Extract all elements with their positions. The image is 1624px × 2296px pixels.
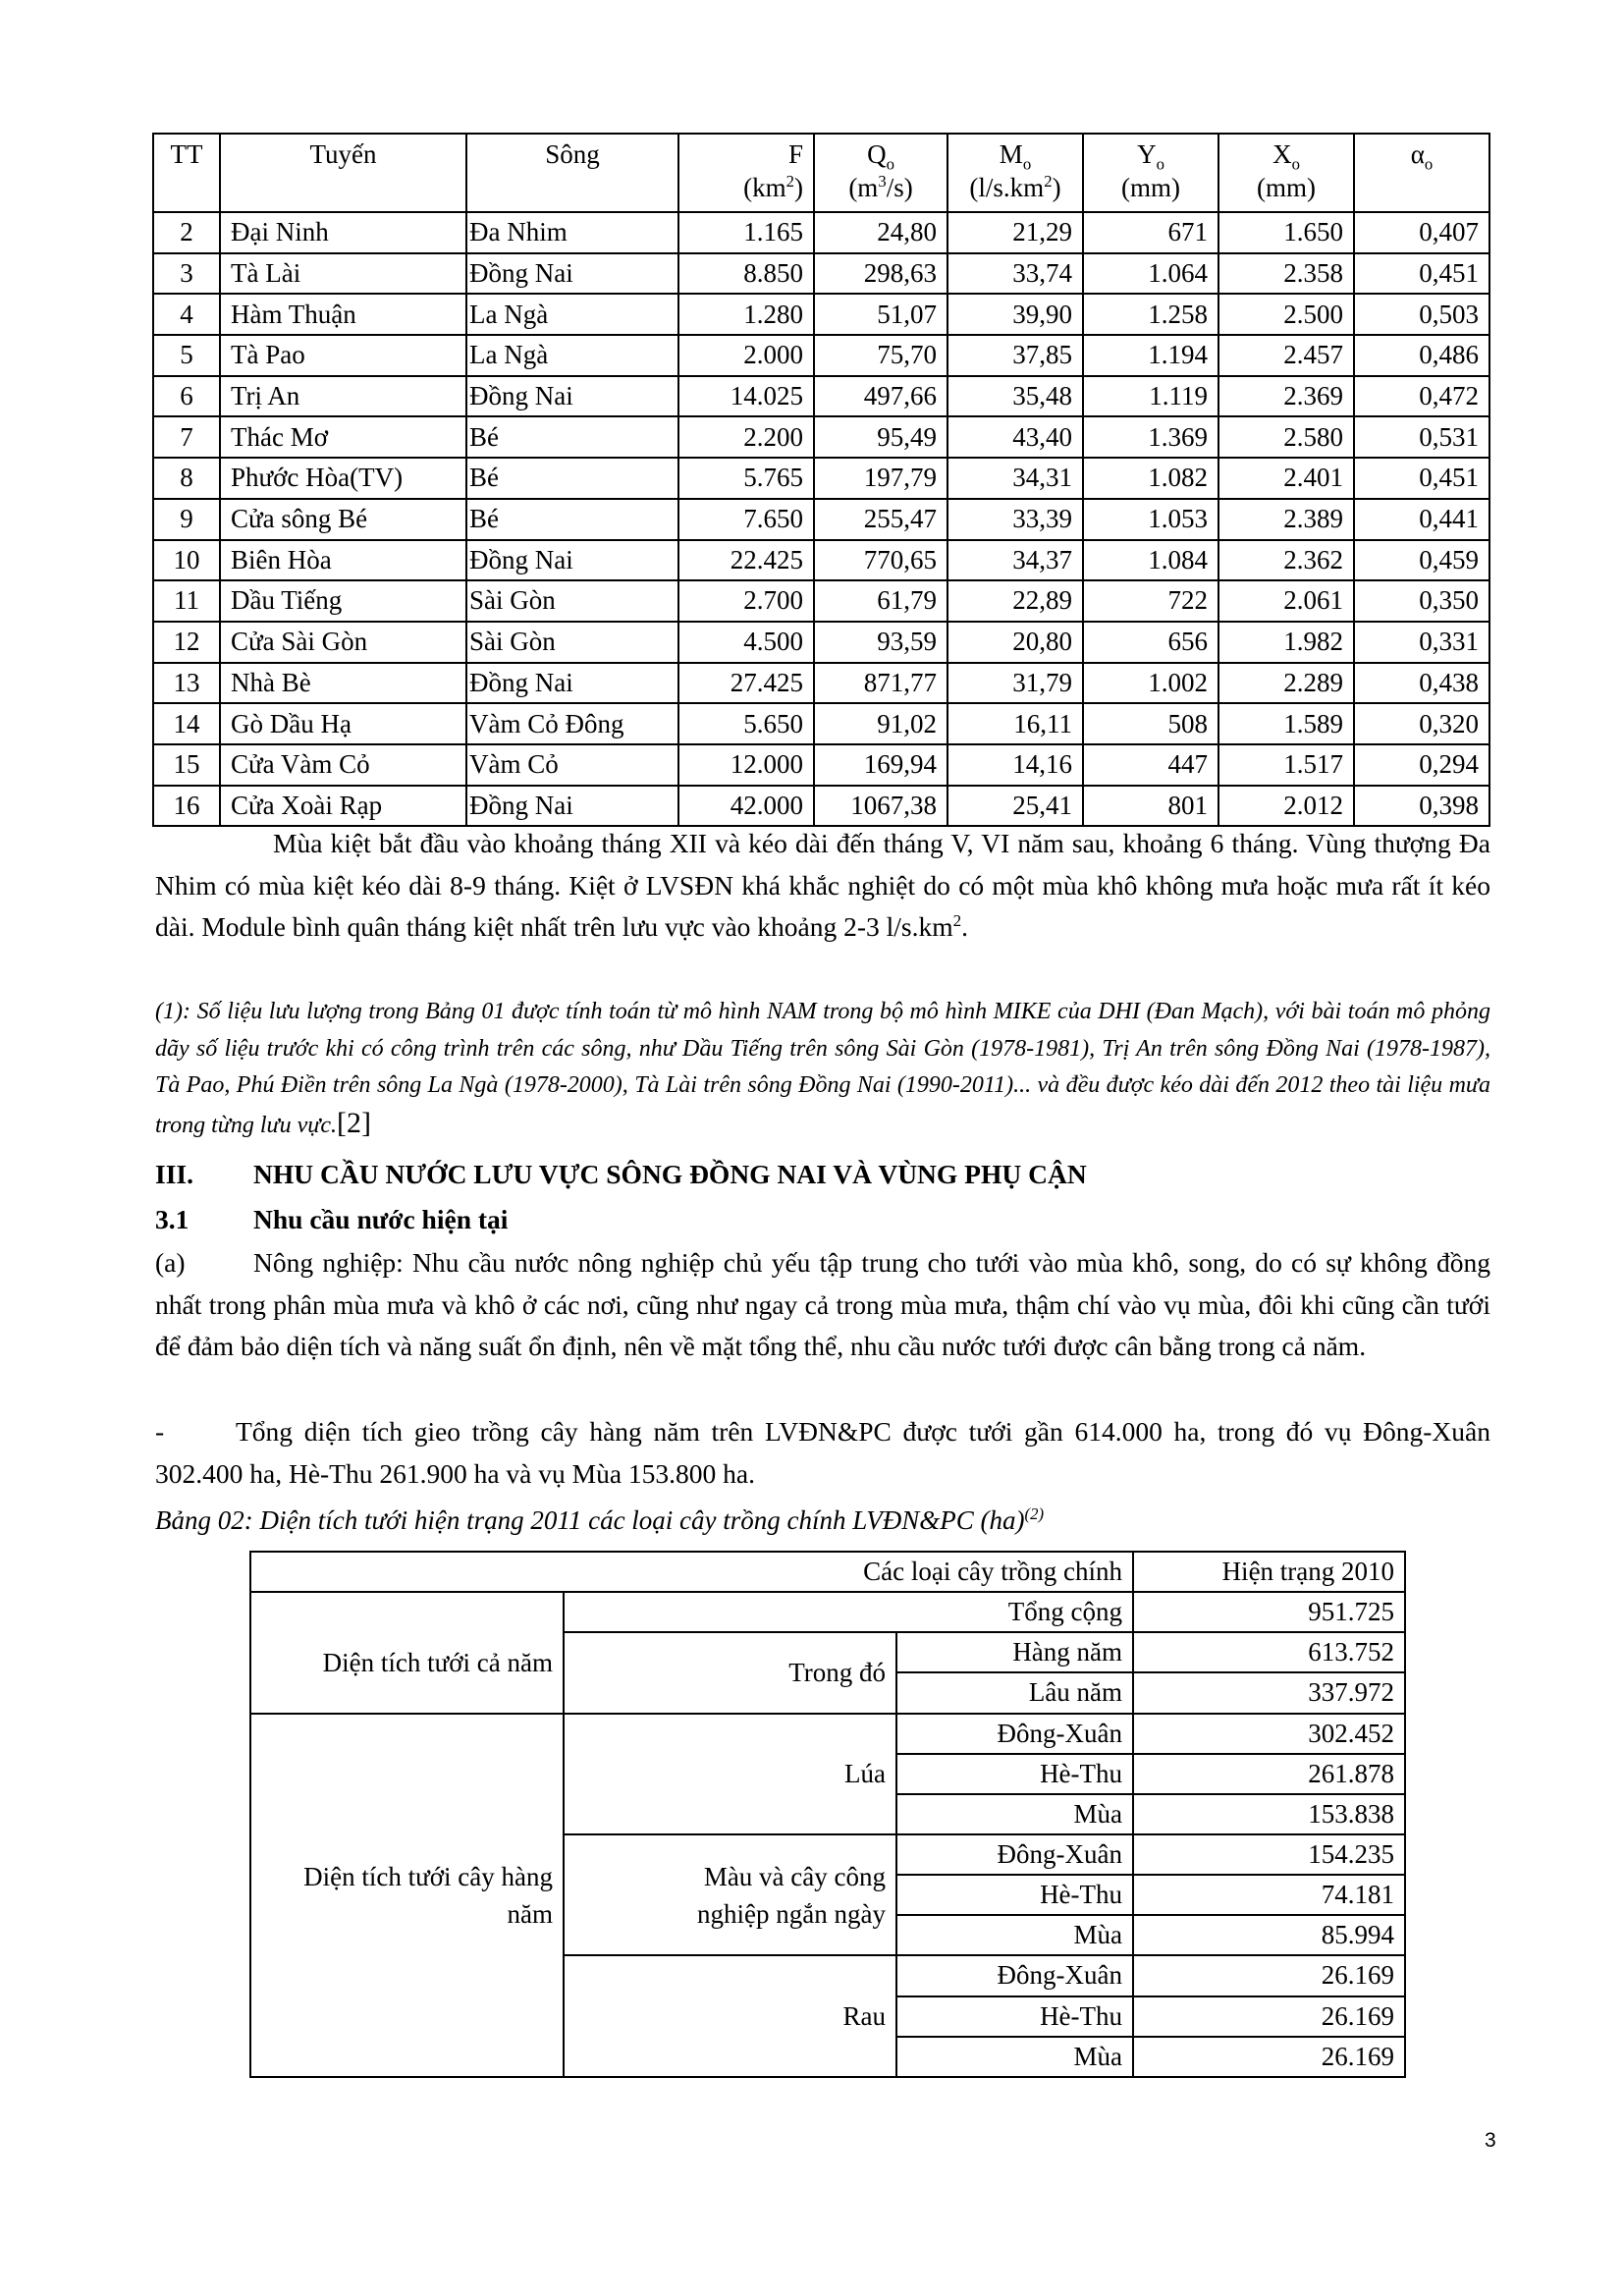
cell-y: 1.053 — [1083, 499, 1218, 540]
cell-y: 656 — [1083, 622, 1218, 663]
row-label: Hè-Thu — [896, 1875, 1133, 1915]
row-value: 153.838 — [1133, 1794, 1405, 1834]
row-label: Mùa — [896, 1794, 1133, 1834]
cell-f: 27.425 — [678, 663, 814, 704]
cell-x: 2.012 — [1218, 786, 1354, 827]
cell-y: 1.369 — [1083, 416, 1218, 458]
cell-tuyen: Cửa Xoài Rạp — [220, 786, 466, 827]
cell-tt: 3 — [153, 253, 220, 295]
header-song: Sông — [466, 134, 678, 212]
citation-ref[interactable]: [2] — [337, 1106, 372, 1139]
row-label: Đông-Xuân — [896, 1955, 1133, 1995]
cell-a: 0,451 — [1354, 458, 1489, 499]
header-alpha-sub: o — [1424, 154, 1434, 174]
cell-x: 1.650 — [1218, 212, 1354, 253]
cell-tt: 2 — [153, 212, 220, 253]
header-q-sup: 3 — [878, 171, 887, 191]
header-f-unit-end: ) — [794, 172, 803, 202]
cell-q: 51,07 — [814, 294, 947, 335]
group-label: Lúa — [564, 1714, 896, 1834]
row-label: Mùa — [896, 2037, 1133, 2077]
row-value: 337.972 — [1133, 1672, 1405, 1713]
cell-tuyen: Đại Ninh — [220, 212, 466, 253]
row-label: Hè-Thu — [896, 1996, 1133, 2037]
heading-number: III. — [155, 1159, 193, 1189]
cell-f: 5.765 — [678, 458, 814, 499]
cell-q: 497,66 — [814, 376, 947, 417]
cell-song: Vàm Cỏ — [466, 744, 678, 786]
table-row — [153, 744, 1489, 786]
table-row — [250, 1592, 1405, 1632]
cell-y: 1.002 — [1083, 663, 1218, 704]
cell-song: Sài Gòn — [466, 580, 678, 622]
cell-y: 1.084 — [1083, 540, 1218, 581]
header-y-name: Y — [1137, 139, 1157, 169]
cell-m: 34,31 — [947, 458, 1083, 499]
cell-q: 255,47 — [814, 499, 947, 540]
cell-a: 0,438 — [1354, 663, 1489, 704]
row-value: 951.725 — [1133, 1592, 1405, 1632]
cell-q: 75,70 — [814, 335, 947, 376]
cell-m: 35,48 — [947, 376, 1083, 417]
cell-m: 21,29 — [947, 212, 1083, 253]
cell-song: Bé — [466, 499, 678, 540]
section-label-annual-total: Diện tích tưới cả năm — [250, 1592, 564, 1713]
header-tuyen: Tuyến — [220, 134, 466, 212]
cell-q: 298,63 — [814, 253, 947, 295]
cell-f: 7.650 — [678, 499, 814, 540]
paragraph-end: . — [961, 911, 969, 942]
cell-song: La Ngà — [466, 294, 678, 335]
footnote-text: (1): Số liệu lưu lượng trong Bảng 01 được tính toán từ mô hình NAM trong bộ mô hình MIKE của DHI (Đan Mạch), với bài toán mô phỏng dãy số liệu trước khi có công trình trên các sông, như Dầu Tiếng trên sông Sài Gòn (1978-1981), Trị An trên sông Đồng Nai (1978-1987), Tà Pao, Phú Điền trên sông La Ngà (1978-2000), Tà Lài trên sông Đồng Nai (1990-2011)... và đều được kéo dài đến 2012 theo tài liệu mưa trong từng lưu vực. — [155, 999, 1490, 1138]
cell-x: 2.289 — [1218, 663, 1354, 704]
cell-q: 1067,38 — [814, 786, 947, 827]
cell-f: 4.500 — [678, 622, 814, 663]
table-body — [153, 212, 1489, 826]
paragraph-text: Tổng diện tích gieo trồng cây hàng năm trên LVĐN&PC được tưới gần 614.000 ha, trong đó vụ Đông-Xuân 302.400 ha, Hè-Thu 261.900 ha và vụ Mùa 153.800 ha. — [155, 1416, 1490, 1489]
header-crop-types: Các loại cây trồng chính — [250, 1552, 1133, 1592]
cell-x: 2.401 — [1218, 458, 1354, 499]
cell-f: 1.280 — [678, 294, 814, 335]
section-label-annual-crops: Diện tích tưới cây hàng năm — [250, 1714, 564, 2077]
header-q-name: Q — [867, 139, 887, 169]
header-alpha-name: α — [1410, 139, 1425, 169]
header-f — [678, 134, 814, 212]
cell-m: 16,11 — [947, 703, 1083, 744]
heading-title: NHU CẦU NƯỚC LƯU VỰC SÔNG ĐỒNG NAI VÀ VÙNG PHỤ CẬN — [253, 1159, 1087, 1189]
cell-song: Sài Gòn — [466, 622, 678, 663]
cell-tuyen: Tà Pao — [220, 335, 466, 376]
cell-tt: 4 — [153, 294, 220, 335]
table2-caption — [155, 1505, 1044, 1536]
cell-tt: 13 — [153, 663, 220, 704]
cell-tuyen: Dầu Tiếng — [220, 580, 466, 622]
cell-tuyen: Trị An — [220, 376, 466, 417]
cell-song: Đồng Nai — [466, 253, 678, 295]
heading-title: Nhu cầu nước hiện tại — [253, 1204, 509, 1234]
row-value: 26.169 — [1133, 1996, 1405, 2037]
paragraph-dry-season — [155, 823, 1490, 949]
cell-q: 61,79 — [814, 580, 947, 622]
cell-song: Đồng Nai — [466, 376, 678, 417]
cell-y: 1.064 — [1083, 253, 1218, 295]
cell-song: Đồng Nai — [466, 663, 678, 704]
table-row — [153, 458, 1489, 499]
caption-footnote-ref: (2) — [1024, 1504, 1045, 1523]
cell-y: 1.082 — [1083, 458, 1218, 499]
cell-m: 33,74 — [947, 253, 1083, 295]
row-label: Hè-Thu — [896, 1754, 1133, 1794]
cell-m: 31,79 — [947, 663, 1083, 704]
cell-a: 0,459 — [1354, 540, 1489, 581]
header-f-sup: 2 — [785, 171, 794, 191]
table-header-row — [250, 1552, 1405, 1592]
cell-a: 0,441 — [1354, 499, 1489, 540]
header-f-unit: (km — [743, 172, 786, 202]
table-row — [153, 499, 1489, 540]
table-row — [153, 786, 1489, 827]
cell-tuyen: Thác Mơ — [220, 416, 466, 458]
cell-m: 39,90 — [947, 294, 1083, 335]
cell-m: 25,41 — [947, 786, 1083, 827]
table-header-row — [153, 134, 1489, 212]
cell-song: Bé — [466, 458, 678, 499]
cell-y: 671 — [1083, 212, 1218, 253]
cell-tuyen: Cửa sông Bé — [220, 499, 466, 540]
cell-song: Đồng Nai — [466, 540, 678, 581]
row-label: Tổng cộng — [564, 1592, 1133, 1632]
cell-tt: 9 — [153, 499, 220, 540]
cell-y: 1.194 — [1083, 335, 1218, 376]
table-row — [153, 703, 1489, 744]
cell-tt: 14 — [153, 703, 220, 744]
cell-m: 14,16 — [947, 744, 1083, 786]
cell-x: 2.389 — [1218, 499, 1354, 540]
header-m-sup: 2 — [1044, 171, 1053, 191]
cell-x: 1.517 — [1218, 744, 1354, 786]
header-y-unit: (mm) — [1121, 172, 1180, 202]
header-m-name: M — [999, 139, 1023, 169]
cell-song: Đa Nhim — [466, 212, 678, 253]
bullet: - — [155, 1416, 165, 1447]
header-x-unit: (mm) — [1257, 172, 1316, 202]
cell-q: 24,80 — [814, 212, 947, 253]
row-label: Đông-Xuân — [896, 1714, 1133, 1754]
table-row — [153, 253, 1489, 295]
row-value: 261.878 — [1133, 1754, 1405, 1794]
cell-x: 2.358 — [1218, 253, 1354, 295]
cell-f: 12.000 — [678, 744, 814, 786]
row-value: 26.169 — [1133, 1955, 1405, 1995]
heading-number: 3.1 — [155, 1204, 189, 1234]
table-row — [153, 622, 1489, 663]
cell-tt: 8 — [153, 458, 220, 499]
list-label: (a) — [155, 1247, 186, 1278]
header-tt: TT — [153, 134, 220, 212]
row-value: 74.181 — [1133, 1875, 1405, 1915]
row-value: 85.994 — [1133, 1915, 1405, 1955]
header-status-2010: Hiện trạng 2010 — [1133, 1552, 1405, 1592]
header-alpha — [1354, 134, 1489, 212]
cell-f: 1.165 — [678, 212, 814, 253]
row-label: Mùa — [896, 1915, 1133, 1955]
cell-q: 95,49 — [814, 416, 947, 458]
cell-f: 14.025 — [678, 376, 814, 417]
row-value: 302.452 — [1133, 1714, 1405, 1754]
cell-y: 801 — [1083, 786, 1218, 827]
cell-a: 0,503 — [1354, 294, 1489, 335]
header-m-unit: (l/s.km — [969, 172, 1045, 202]
cell-q: 770,65 — [814, 540, 947, 581]
header-y-sub: o — [1156, 154, 1164, 174]
cell-x: 2.457 — [1218, 335, 1354, 376]
paragraph-area — [155, 1411, 1490, 1495]
paragraph-text: Mùa kiệt bắt đầu vào khoảng tháng XII và kéo dài đến tháng V, VI năm sau, khoảng 6 tháng. Vùng thượng Đa Nhim có mùa kiệt kéo dài 8-9 tháng. Kiệt ở LVSĐN khá khắc nghiệt do có một mùa khô không mưa hoặc mưa rất ít kéo dài. Module bình quân tháng kiệt nhất trên lưu vực vào khoảng 2-3 l/s.km — [155, 828, 1490, 942]
cell-a: 0,486 — [1354, 335, 1489, 376]
group-label: Màu và cây công nghiệp ngắn ngày — [564, 1834, 896, 1955]
header-x-sub: o — [1291, 154, 1300, 174]
cell-x: 1.982 — [1218, 622, 1354, 663]
header-x-name: X — [1272, 139, 1292, 169]
cell-x: 1.589 — [1218, 703, 1354, 744]
row-label: Hàng năm — [896, 1632, 1133, 1672]
cell-tuyen: Tà Lài — [220, 253, 466, 295]
cell-tuyen: Biên Hòa — [220, 540, 466, 581]
header-m-sub: o — [1022, 154, 1032, 174]
group-label: Trong đó — [564, 1632, 896, 1713]
cell-y: 1.258 — [1083, 294, 1218, 335]
irrigated-area-table — [249, 1551, 1406, 2078]
cell-a: 0,320 — [1354, 703, 1489, 744]
cell-tt: 11 — [153, 580, 220, 622]
cell-y: 508 — [1083, 703, 1218, 744]
row-value: 154.235 — [1133, 1834, 1405, 1875]
table-row — [153, 294, 1489, 335]
table-row — [153, 663, 1489, 704]
header-m-unit-end: ) — [1052, 172, 1061, 202]
cell-x: 2.500 — [1218, 294, 1354, 335]
cell-q: 169,94 — [814, 744, 947, 786]
cell-tt: 15 — [153, 744, 220, 786]
cell-q: 93,59 — [814, 622, 947, 663]
cell-song: Bé — [466, 416, 678, 458]
header-m — [947, 134, 1083, 212]
row-label: Đông-Xuân — [896, 1834, 1133, 1875]
cell-tuyen: Cửa Sài Gòn — [220, 622, 466, 663]
header-q-sub: o — [886, 154, 894, 174]
section-heading-3-1 — [155, 1204, 508, 1235]
cell-m: 37,85 — [947, 335, 1083, 376]
cell-song: La Ngà — [466, 335, 678, 376]
cell-m: 43,40 — [947, 416, 1083, 458]
page-number: 3 — [1485, 2129, 1496, 2152]
cell-f: 2.200 — [678, 416, 814, 458]
cell-m: 20,80 — [947, 622, 1083, 663]
cell-y: 722 — [1083, 580, 1218, 622]
cell-tuyen: Nhà Bè — [220, 663, 466, 704]
cell-m: 33,39 — [947, 499, 1083, 540]
cell-song: Đồng Nai — [466, 786, 678, 827]
row-value: 26.169 — [1133, 2037, 1405, 2077]
table-row — [250, 1714, 1405, 1754]
table-row — [153, 540, 1489, 581]
cell-f: 5.650 — [678, 703, 814, 744]
cell-tt: 5 — [153, 335, 220, 376]
row-value: 613.752 — [1133, 1632, 1405, 1672]
cell-f: 2.000 — [678, 335, 814, 376]
header-q-unit: (m — [848, 172, 879, 202]
flow-characteristics-table — [152, 133, 1490, 827]
cell-tt: 7 — [153, 416, 220, 458]
paragraph-text: Nông nghiệp: Nhu cầu nước nông nghiệp chủ yếu tập trung cho tưới vào mùa khô, song, do có sự không đồng nhất trong phân mùa mưa và khô ở các nơi, cũng như ngay cả trong mùa mưa, thậm chí vào vụ mùa, đôi khi cũng cần tưới để đảm bảo diện tích và năng suất ổn định, nên về mặt tổng thể, nhu cầu nước tưới được cân bằng trong cả năm. — [155, 1247, 1490, 1361]
cell-f: 2.700 — [678, 580, 814, 622]
cell-f: 8.850 — [678, 253, 814, 295]
cell-song: Vàm Cỏ Đông — [466, 703, 678, 744]
cell-a: 0,398 — [1354, 786, 1489, 827]
cell-x: 2.061 — [1218, 580, 1354, 622]
cell-tt: 12 — [153, 622, 220, 663]
cell-tt: 6 — [153, 376, 220, 417]
header-q-unit-end: /s) — [886, 172, 913, 202]
footnote-1 — [155, 994, 1490, 1144]
cell-tuyen: Cửa Vàm Cỏ — [220, 744, 466, 786]
cell-m: 22,89 — [947, 580, 1083, 622]
cell-a: 0,407 — [1354, 212, 1489, 253]
cell-tt: 16 — [153, 786, 220, 827]
cell-tuyen: Phước Hòa(TV) — [220, 458, 466, 499]
cell-tt: 10 — [153, 540, 220, 581]
cell-f: 22.425 — [678, 540, 814, 581]
cell-a: 0,350 — [1354, 580, 1489, 622]
cell-tuyen: Gò Dầu Hạ — [220, 703, 466, 744]
cell-y: 447 — [1083, 744, 1218, 786]
table-row — [153, 212, 1489, 253]
caption-text: Bảng 02: Diện tích tưới hiện trạng 2011 các loại cây trồng chính LVĐN&PC (ha) — [155, 1505, 1025, 1535]
cell-a: 0,294 — [1354, 744, 1489, 786]
table-row — [153, 335, 1489, 376]
header-y — [1083, 134, 1218, 212]
row-label: Lâu năm — [896, 1672, 1133, 1713]
cell-q: 871,77 — [814, 663, 947, 704]
cell-y: 1.119 — [1083, 376, 1218, 417]
table-row — [153, 580, 1489, 622]
table-row — [153, 376, 1489, 417]
section-heading-iii — [155, 1159, 1087, 1190]
cell-f: 42.000 — [678, 786, 814, 827]
table-row — [153, 416, 1489, 458]
header-x — [1218, 134, 1354, 212]
cell-a: 0,531 — [1354, 416, 1489, 458]
cell-a: 0,331 — [1354, 622, 1489, 663]
group-label: Rau — [564, 1955, 896, 2076]
cell-tuyen: Hàm Thuận — [220, 294, 466, 335]
superscript: 2 — [952, 910, 962, 930]
cell-a: 0,472 — [1354, 376, 1489, 417]
header-f-name: F — [787, 139, 803, 169]
cell-m: 34,37 — [947, 540, 1083, 581]
cell-q: 91,02 — [814, 703, 947, 744]
cell-a: 0,451 — [1354, 253, 1489, 295]
paragraph-agriculture — [155, 1242, 1490, 1368]
cell-q: 197,79 — [814, 458, 947, 499]
cell-x: 2.369 — [1218, 376, 1354, 417]
cell-x: 2.362 — [1218, 540, 1354, 581]
cell-x: 2.580 — [1218, 416, 1354, 458]
header-q — [814, 134, 947, 212]
